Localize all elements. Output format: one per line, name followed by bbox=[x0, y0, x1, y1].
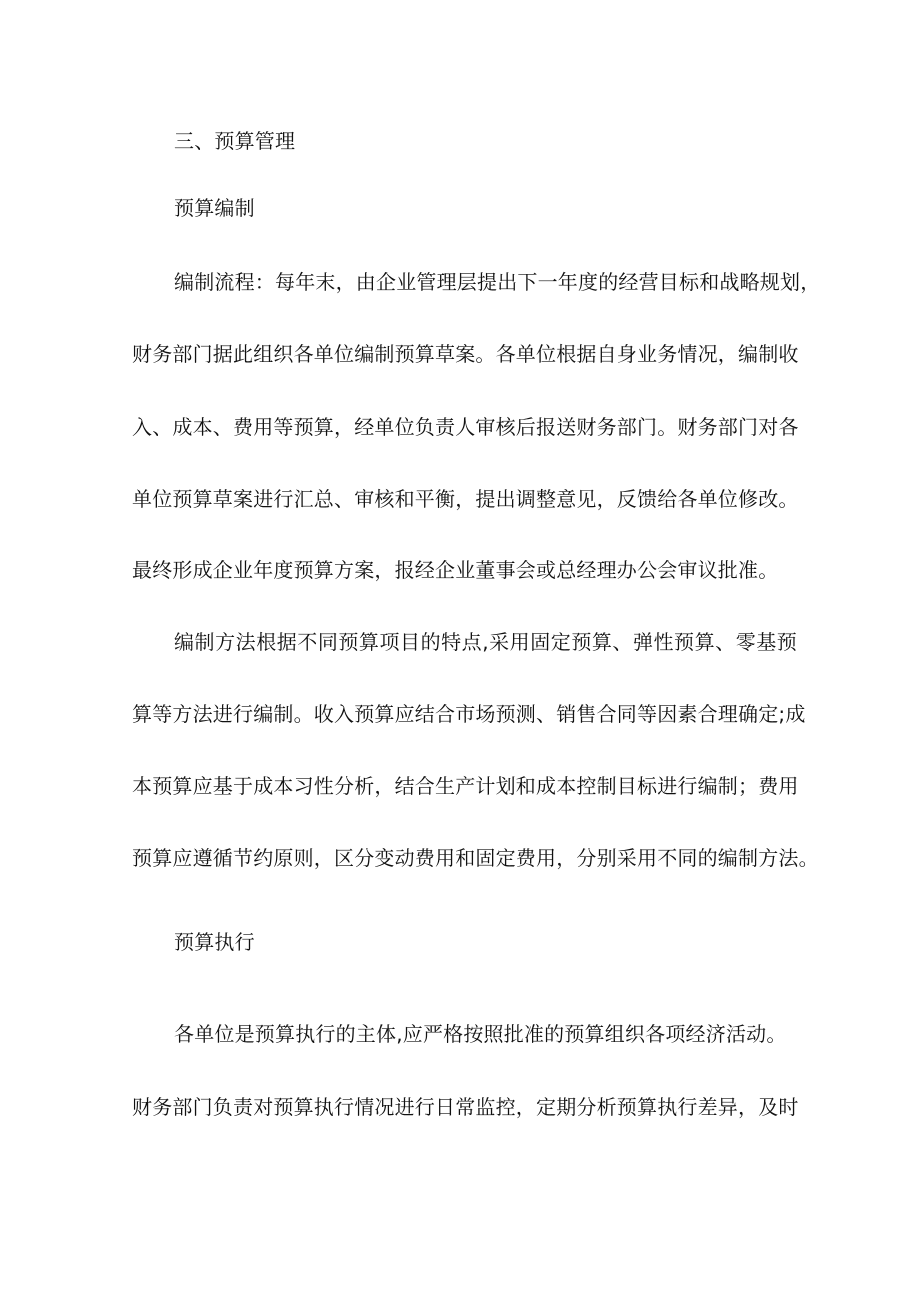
paragraph-line: 单位预算草案进行汇总、审核和平衡，提出调整意见，反馈给各单位修改。 bbox=[132, 487, 799, 511]
paragraph-line: 编制方法根据不同预算项目的特点,采用固定预算、弹性预算、零基预 bbox=[174, 630, 797, 654]
paragraph-line: 算等方法进行编制。收入预算应结合市场预测、销售合同等因素合理确定;成 bbox=[132, 702, 806, 726]
paragraph-line: 本预算应基于成本习性分析，结合生产计划和成本控制目标进行编制；费用 bbox=[132, 774, 799, 798]
paragraph-line: 财务部门负责对预算执行情况进行日常监控，定期分析预算执行差异，及时 bbox=[132, 1095, 799, 1119]
subsection-heading-budget-execution: 预算执行 bbox=[174, 930, 255, 954]
paragraph-line: 编制流程：每年末，由企业管理层提出下一年度的经营目标和战略规划， bbox=[174, 270, 821, 294]
paragraph-line: 最终形成企业年度预算方案，报经企业董事会或总经理办公会审议批准。 bbox=[132, 558, 779, 582]
section-title: 三、预算管理 bbox=[174, 129, 296, 153]
paragraph-line: 财务部门据此组织各单位编制预算草案。各单位根据自身业务情况，编制收 bbox=[132, 342, 799, 366]
subsection-heading-budget-preparation: 预算编制 bbox=[174, 196, 255, 220]
paragraph-line: 预算应遵循节约原则，区分变动费用和固定费用，分别采用不同的编制方法。 bbox=[132, 846, 819, 870]
paragraph-line: 各单位是预算执行的主体,应严格按照批准的预算组织各项经济活动。 bbox=[174, 1022, 787, 1046]
paragraph-line: 入、成本、费用等预算，经单位负责人审核后报送财务部门。财务部门对各 bbox=[132, 415, 799, 439]
